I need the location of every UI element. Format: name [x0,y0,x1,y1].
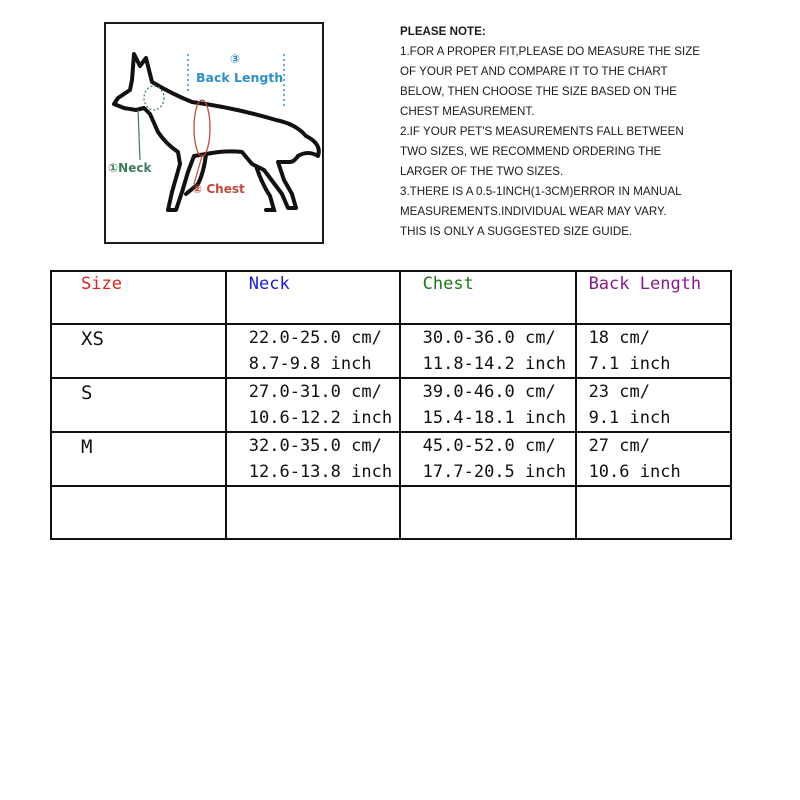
back-cm: 27 cm/ [588,436,650,456]
note-line: TWO SIZES, WE RECOMMEND ORDERING THE [400,145,662,158]
back-cm: 18 cm/ [588,328,650,348]
note-line: CHEST MEASUREMENT. [400,105,535,118]
size-cell [51,432,226,486]
table-row-cutoff [51,486,731,539]
note-line: OF YOUR PET AND COMPARE IT TO THE CHART [400,65,668,78]
cutoff-cell [51,486,226,539]
header-size [51,271,226,324]
chest-cm: 45.0-52.0 cm/ [422,436,556,456]
note-line: 1.FOR A PROPER FIT,PLEASE DO MEASURE THE SIZE [400,45,701,58]
neck-inch: 8.7-9.8 inch [248,354,372,374]
neck-cm: 32.0-35.0 cm/ [248,436,382,456]
header-chest [400,271,576,324]
back-inch: 9.1 inch [588,408,671,428]
neck-inch: 12.6-13.8 inch [248,462,393,482]
back-length-label: Back Length [196,70,284,85]
neck-cell [226,432,400,486]
neck-cell [226,378,400,432]
cutoff-cell [400,486,576,539]
cutoff-cell [226,486,400,539]
neck-label: ①Neck [108,161,152,175]
table-row [51,432,731,486]
size-value: S [81,382,93,404]
size-cell [51,378,226,432]
header-neck-label: Neck [248,274,290,294]
back-length-number: ③ [230,52,241,66]
chest-cell [400,324,576,378]
note-line: THIS IS ONLY A SUGGESTED SIZE GUIDE. [400,225,633,238]
chest-cell [400,432,576,486]
header-back-length [576,271,731,324]
table-header-row [51,271,731,324]
table-row [51,378,731,432]
note-line: BELOW, THEN CHOOSE THE SIZE BASED ON THE [400,85,678,98]
back-cm: 23 cm/ [588,382,650,402]
dog-measurement-diagram [104,22,324,244]
size-chart-table [50,270,732,540]
neck-cell [226,324,400,378]
chest-cell [400,378,576,432]
note-line: MEASUREMENTS.INDIVIDUAL WEAR MAY VARY. [400,205,667,218]
chest-cm: 30.0-36.0 cm/ [422,328,556,348]
note-title: PLEASE NOTE: [400,25,486,38]
size-value: XS [81,328,104,350]
back-cell [576,324,731,378]
neck-cm: 27.0-31.0 cm/ [248,382,382,402]
size-value: M [81,436,93,458]
chest-inch: 15.4-18.1 inch [422,408,566,428]
chest-cm: 39.0-46.0 cm/ [422,382,556,402]
note-line: LARGER OF THE TWO SIZES. [400,165,564,178]
header-neck [226,271,400,324]
header-size-label: Size [81,274,122,294]
chest-inch: 11.8-14.2 inch [422,354,566,374]
note-line: 2.IF YOUR PET'S MEASUREMENTS FALL BETWEEN [400,125,684,138]
back-cell [576,378,731,432]
neck-inch: 10.6-12.2 inch [248,408,393,428]
header-chest-label: Chest [422,274,474,294]
table-row [51,324,731,378]
cutoff-cell [576,486,731,539]
neck-cm: 22.0-25.0 cm/ [248,328,382,348]
back-inch: 7.1 inch [588,354,671,374]
note-block [400,22,790,242]
header-back-length-label: Back Length [588,274,702,294]
back-inch: 10.6 inch [588,462,681,482]
chest-inch: 17.7-20.5 inch [422,462,566,482]
size-cell [51,324,226,378]
chest-label: ② Chest [192,182,245,196]
note-line: 3.THERE IS A 0.5-1INCH(1-3CM)ERROR IN MANUAL [400,185,682,198]
dog-silhouette-icon [106,24,322,242]
back-cell [576,432,731,486]
